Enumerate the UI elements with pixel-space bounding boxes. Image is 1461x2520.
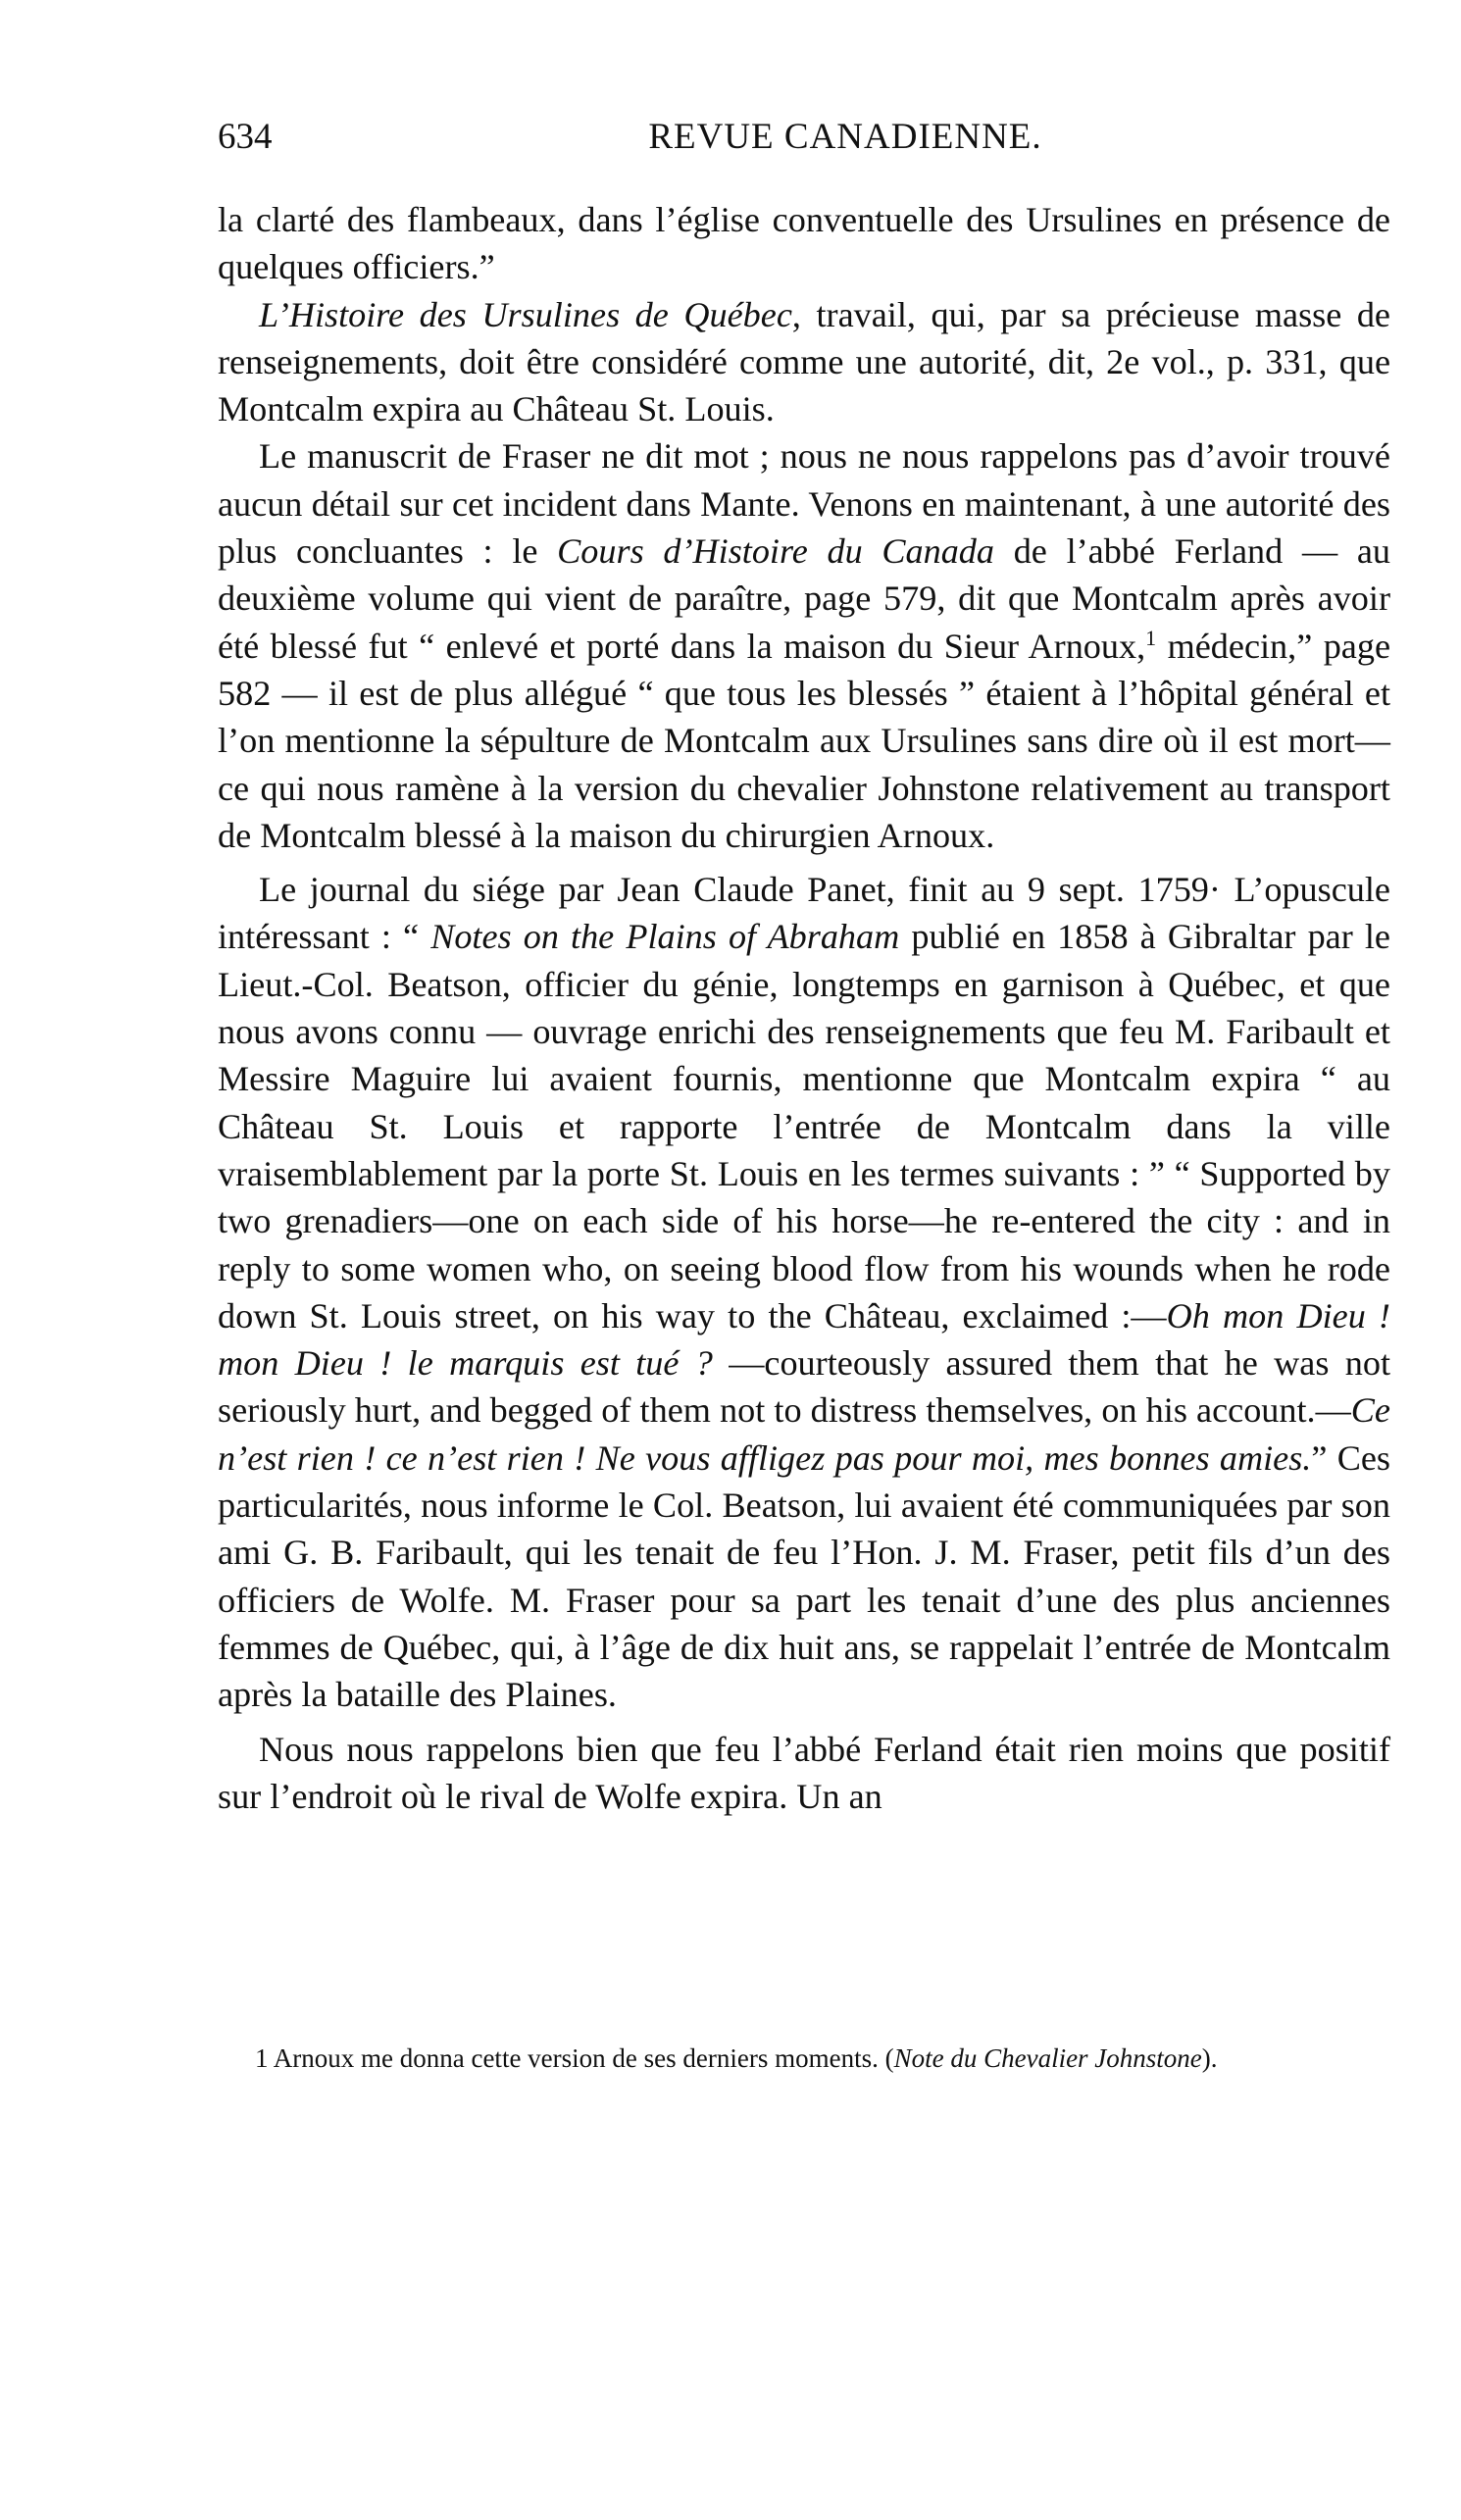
paragraph-2 — [218, 291, 1390, 433]
footnote-text: Arnoux me donna cette version de ses derniers moments. ( — [268, 2043, 894, 2073]
book-title-notes-plains: Notes on the Plains of Abraham — [430, 917, 900, 957]
paragraph-4-text-b: publié en 1858 à Gibraltar par le Lieut.-Col. Beatson, officier du génie, longtemps en garnison à Québec, et que nous avons connu — ouvrage enrichi des renseignements que feu M. Faribault et Messire Maguire lui avaient fournis, mentionne que Montcalm expira “ au Château St. Louis et rapporte l’entrée de Montcalm dans la ville vraisemblablement par la porte St. Louis en les termes suivants : ” “ Supported by two grenadiers—one on each side of his horse—he re-entered the city : and in reply to some women who, on seeing blood flow from his wounds when he rode down St. Louis street, on his way to the Château, exclaimed :— — [218, 917, 1390, 1336]
paragraph-5 — [218, 1726, 1390, 1821]
paragraph-4-text-c: —courteously assured them that he was not seriously hurt, and begged of them not to distress themselves, on his account.— — [218, 1343, 1390, 1431]
quote-reassurance: Ce n’est rien ! ce n’est rien ! Ne vous affligez pas pour moi, mes bonnes amies. — [218, 1390, 1390, 1478]
page-number: 634 — [218, 117, 273, 157]
paragraph-3 — [218, 432, 1390, 859]
book-title-histoire-ursulines: L’Histoire des Ursulines de Québec — [259, 294, 792, 334]
footnote-source: Note du Chevalier Johnstone — [893, 2043, 1202, 2073]
paragraph-1 — [218, 196, 1390, 291]
footnote-reference: 1 — [1145, 625, 1157, 650]
paragraph-4-text-a: Le journal du siége par Jean Claude Panet, finit au 9 sept. 1759· L’opuscule intéressant : “ — [218, 870, 1390, 957]
paragraph-3-text-b: de l’abbé Ferland — au deuxième volume qui vient de paraître, page 579, dit que Montcalm après avoir été blessé fut “ enlevé et porté dans la maison du Sieur Arnoux, — [218, 531, 1391, 666]
book-title-cours-histoire: Cours d’Histoire du Canada — [557, 531, 994, 572]
footnotes — [218, 2041, 1390, 2076]
paragraph-3-text-c: médecin,” page 582 — il est de plus allégué “ que tous les blessés ” étaient à l’hôpital général et l’on mentionne la sépulture de Montcalm aux Ursulines sans dire où il est mort— ce qui nous ramène à la version du chevalier Johnstone relativement au transport de Montcalm blessé à la maison du chirurgien Arnoux. — [218, 626, 1391, 855]
footnote-close: ). — [1201, 2043, 1218, 2073]
paragraph-5-text: Nous nous rappelons bien que feu l’abbé Ferland était rien moins que positif sur l’endroit où le rival de Wolfe expira. Un an — [218, 1729, 1390, 1816]
footnote-number: 1 — [255, 2043, 269, 2073]
paragraph-4-text-d: ” Ces particularités, nous informe le Col. Beatson, lui avaient été communiquées par son ami G. B. Faribault, qui les tenait de feu l’Hon. J. M. Fraser, petit fils d’un des officiers de Wolfe. M. Fraser pour sa part les tenait d’une des plus anciennes femmes de Québec, qui, à l’âge de dix huit ans, se rappelait l’entrée de Montcalm après la bataille des Plaines. — [218, 1437, 1391, 1715]
body-text — [218, 196, 1390, 1820]
running-title: REVUE CANADIENNE. — [648, 117, 1042, 157]
footnote-1 — [218, 2041, 1390, 2076]
quote-exclamation: Oh mon Dieu ! mon Dieu ! le marquis est tué ? — [218, 1295, 1390, 1384]
page-header — [218, 116, 1394, 165]
paragraph-1-text: la clarté des flambeaux, dans l’église conventuelle des Ursulines en présence de quelques officiers.” — [218, 200, 1390, 287]
paragraph-3-text-a: Le manuscrit de Fraser ne dit mot ; nous ne nous rappelons pas d’avoir trouvé aucun détail sur cet incident dans Mante. Venons en maintenant, à une autorité des plus concluantes : le — [218, 436, 1390, 572]
paragraph-2-text: , travail, qui, par sa précieuse masse de renseignements, doit être considéré comme une autorité, dit, 2e vol., p. 331, que Montcalm expira au Château St. Louis. — [218, 294, 1390, 429]
paragraph-4 — [218, 866, 1390, 1718]
